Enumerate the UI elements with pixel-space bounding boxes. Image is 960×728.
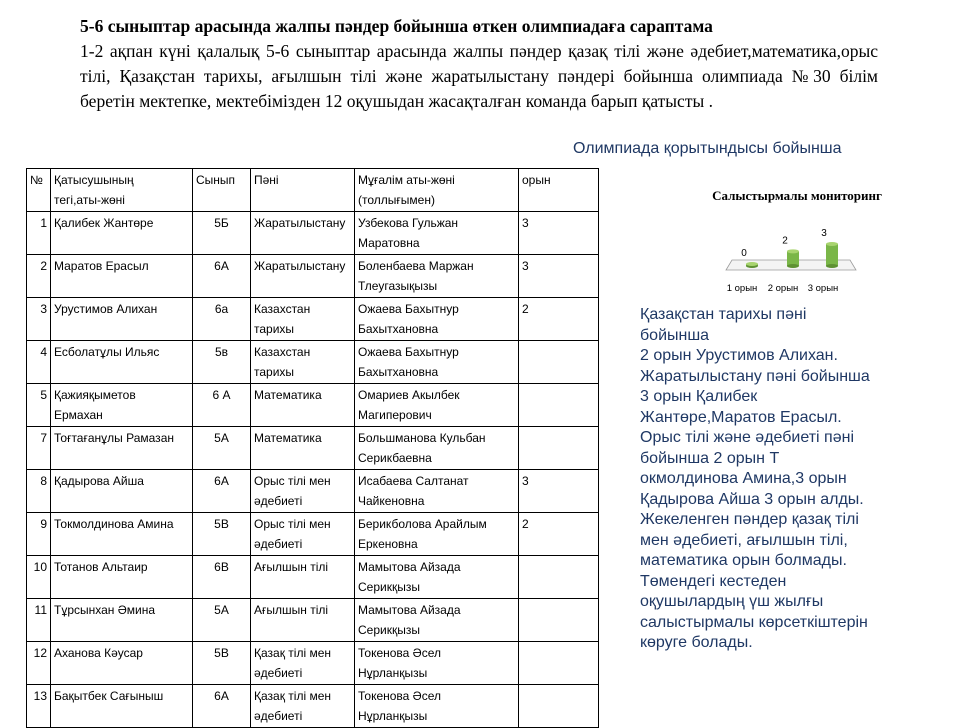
participants-table-wrap [26, 168, 599, 728]
chart-bar-bottom [787, 264, 799, 268]
cell-teacher: Токенова Әсел Нұрланқызы [355, 642, 519, 685]
chart-bar [826, 244, 838, 266]
intro-title: 5-6 сыныптар арасында жалпы пәндер бойынша өткен олимпиадаға сараптама [80, 16, 713, 36]
cell-teacher: Исабаева Салтанат Чайкеновна [355, 470, 519, 513]
cell-num: 7 [27, 427, 51, 470]
cell-place [519, 642, 599, 685]
cell-name: Қажияқыметов Ермахан [51, 384, 193, 427]
results-summary [640, 305, 920, 654]
table-row [27, 599, 599, 642]
summary-line: окмолдинова Амина,3 орын [640, 470, 847, 487]
header-subject: Пәні [251, 169, 355, 212]
cell-class: 5Б [193, 212, 251, 255]
cell-num: 1 [27, 212, 51, 255]
cell-teacher: Токенова Әсел Нұрланқызы [355, 685, 519, 728]
cell-num: 3 [27, 298, 51, 341]
table-row [27, 685, 599, 728]
cell-subject: Ағылшын тілі [251, 599, 355, 642]
summary-line: Орыс тілі және әдебиеті пәні [640, 429, 854, 446]
chart-bar-bottom [826, 264, 838, 268]
cell-class: 5В [193, 513, 251, 556]
summary-line: Қазақстан тарихы пәні [640, 306, 807, 323]
header-name: Қатысушының тегі,аты-жөні [51, 169, 193, 212]
cell-num: 8 [27, 470, 51, 513]
cell-subject: Казахстан тарихы [251, 341, 355, 384]
table-row [27, 212, 599, 255]
cell-name: Урустимов Алихан [51, 298, 193, 341]
header-class: Сынып [193, 169, 251, 212]
cell-teacher: Ожаева Бахытнур Бахытхановна [355, 298, 519, 341]
cell-name: Тоғтағанұлы Рамазан [51, 427, 193, 470]
cell-class: 6 А [193, 384, 251, 427]
cell-teacher: Омариев Акылбек Магиперович [355, 384, 519, 427]
cell-place [519, 427, 599, 470]
cell-teacher: Ожаева Бахытнур Бахытхановна [355, 341, 519, 384]
cell-place [519, 384, 599, 427]
cell-place: 3 [519, 255, 599, 298]
cell-class: 5А [193, 599, 251, 642]
cell-name: Бақытбек Сағыныш [51, 685, 193, 728]
cell-class: 6А [193, 470, 251, 513]
chart-category-label: 3 орын [807, 283, 839, 294]
cell-subject: Жаратылыстану [251, 255, 355, 298]
chart-category-label: 1 орын [726, 283, 758, 294]
cell-num: 12 [27, 642, 51, 685]
cell-subject: Қазақ тілі мен әдебиеті [251, 642, 355, 685]
cell-place [519, 685, 599, 728]
cell-num: 4 [27, 341, 51, 384]
monitoring-chart [712, 184, 882, 296]
table-row [27, 298, 599, 341]
participants-table [26, 168, 599, 728]
chart-bar-top [826, 242, 838, 246]
table-row [27, 384, 599, 427]
cell-num: 11 [27, 599, 51, 642]
cell-subject: Орыс тілі мен әдебиеті [251, 513, 355, 556]
cell-place [519, 599, 599, 642]
summary-line: бойынша [640, 326, 710, 344]
cell-teacher: Берикболова Арайлым Еркеновна [355, 513, 519, 556]
summary-line: салыстырмалы көрсеткіштерін [640, 613, 868, 631]
chart-data-label: 0 [741, 248, 747, 259]
cell-subject: Математика [251, 384, 355, 427]
table-row [27, 341, 599, 384]
chart-data-label: 3 [821, 228, 827, 239]
cell-subject: Орыс тілі мен әдебиеті [251, 470, 355, 513]
cell-class: 5в [193, 341, 251, 384]
cell-name: Есболатұлы Ильяс [51, 341, 193, 384]
cell-place: 2 [519, 513, 599, 556]
summary-line: Жаратылыстану пәні бойынша [640, 367, 870, 385]
table-row [27, 642, 599, 685]
chart-bar [787, 251, 799, 266]
chart-bar-top [746, 262, 758, 266]
summary-line: Қадырова Айша 3 орын алды. [640, 490, 864, 508]
cell-class: 5В [193, 642, 251, 685]
chart-category-label: 2 орын [767, 283, 799, 294]
summary-line: Жантөре,Маратов Ерасыл. [640, 408, 842, 426]
header-place: орын [519, 169, 599, 212]
cell-name: Қалибек Жантөре [51, 212, 193, 255]
summary-line: көруге болады. [640, 634, 753, 651]
cell-teacher: Узбекова Гульжан Маратовна [355, 212, 519, 255]
summary-line: 3 орын Қалибек [640, 388, 758, 405]
intro-body: 1-2 ақпан күні қалалық 5-6 сыныптар арасында жалпы пәндер қазақ тілі және әдебиет,математика,орыс тілі, Қазақстан тарихы, ағылшын тілі және жаратылыстану пәндері бойынша олимпиада №30 білім беретін мектепке, мектебімізден 12 оқушыдан жасақталған команда барып қатысты . [80, 41, 878, 111]
table-row [27, 470, 599, 513]
cell-name: Тұрсынхан Әмина [51, 599, 193, 642]
summary-line: мен әдебиеті, ағылшын тілі, [640, 531, 848, 549]
summary-line: Төмендегі кестеден [640, 572, 787, 590]
cell-class: 5А [193, 427, 251, 470]
table-row [27, 255, 599, 298]
cell-num: 13 [27, 685, 51, 728]
cell-place: 3 [519, 470, 599, 513]
table-header-row [27, 169, 599, 212]
cell-name: Қадырова Айша [51, 470, 193, 513]
cell-teacher: Боленбаева Маржан Тлеугазықызы [355, 255, 519, 298]
cell-class: 6а [193, 298, 251, 341]
table-row [27, 556, 599, 599]
cell-subject: Жаратылыстану [251, 212, 355, 255]
cell-teacher: Мамытова Айзада Серикқызы [355, 556, 519, 599]
results-caption: Олимпиада қорытындысы бойынша [573, 140, 842, 157]
cell-subject: Ағылшын тілі [251, 556, 355, 599]
header-teacher: Мұғалім аты-жөні (толлығымен) [355, 169, 519, 212]
cell-class: 6А [193, 255, 251, 298]
cell-place: 2 [519, 298, 599, 341]
cell-name: Тотанов Альтаир [51, 556, 193, 599]
cell-name: Токмолдинова Амина [51, 513, 193, 556]
cell-subject: Казахстан тарихы [251, 298, 355, 341]
cell-teacher: Большманова Кульбан Серикбаевна [355, 427, 519, 470]
cell-num: 9 [27, 513, 51, 556]
summary-line: бойынша 2 орын Т [640, 449, 780, 467]
summary-line: математика орын болмады. [640, 552, 847, 569]
cell-name: Маратов Ерасыл [51, 255, 193, 298]
cell-teacher: Мамытова Айзада Серикқызы [355, 599, 519, 642]
cell-class: 6В [193, 556, 251, 599]
intro-paragraph [80, 14, 878, 114]
cell-subject: Қазақ тілі мен әдебиеті [251, 685, 355, 728]
cell-class: 6А [193, 685, 251, 728]
cell-num: 2 [27, 255, 51, 298]
cell-subject: Математика [251, 427, 355, 470]
chart-title: Салыстырмалы мониторинг [712, 188, 882, 203]
summary-line: оқушылардың үш жылғы [640, 593, 824, 610]
summary-line: Жекеленген пәндер қазақ тілі [640, 511, 859, 528]
chart-data-label: 2 [782, 235, 788, 247]
header-num: № [27, 169, 51, 212]
cell-num: 5 [27, 384, 51, 427]
cell-name: Аханова Кәусар [51, 642, 193, 685]
summary-line: 2 орын Урустимов Алихан. [640, 347, 838, 364]
cell-place [519, 341, 599, 384]
cell-place: 3 [519, 212, 599, 255]
cell-num: 10 [27, 556, 51, 599]
cell-place [519, 556, 599, 599]
table-row [27, 427, 599, 470]
chart-bar-top [787, 249, 799, 253]
table-row [27, 513, 599, 556]
